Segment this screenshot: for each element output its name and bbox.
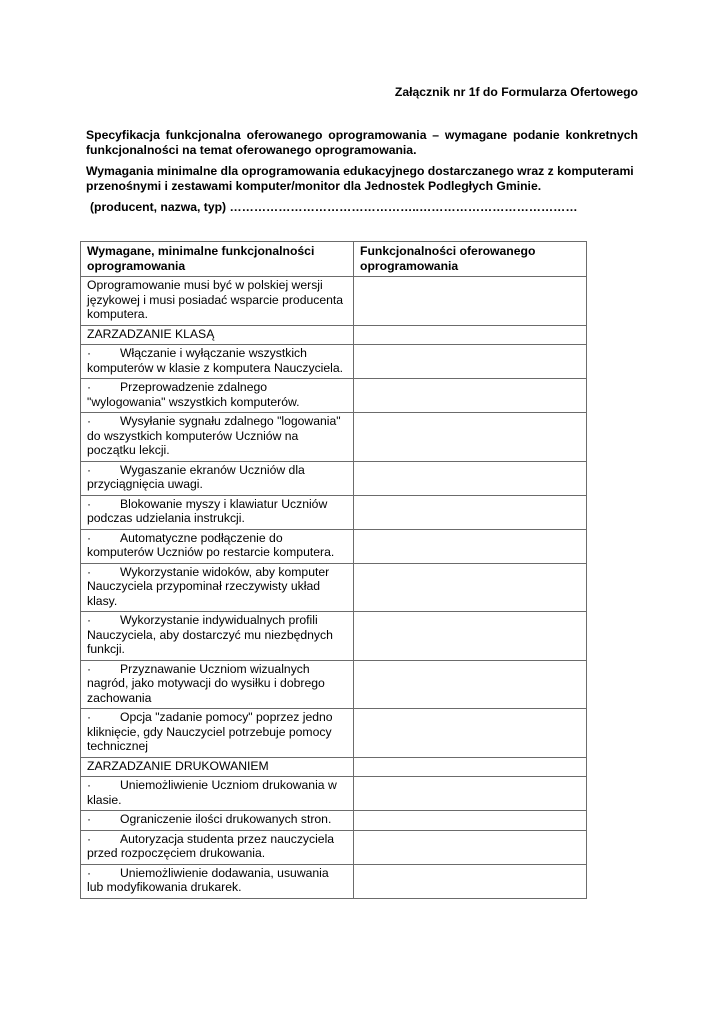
bullet-marker: · bbox=[87, 380, 92, 394]
bullet-marker: · bbox=[87, 865, 92, 880]
offered-functionality-cell[interactable] bbox=[354, 379, 587, 413]
requirement-text: Opcja "zadanie pomocy" poprzez jedno kliknięcie, gdy Nauczyciel potrzebuje pomocy technicznej bbox=[87, 710, 333, 753]
table-row bbox=[81, 495, 587, 529]
bullet-marker: · bbox=[87, 812, 92, 826]
bullet-marker: · bbox=[87, 778, 92, 792]
requirement-cell bbox=[81, 529, 354, 563]
annex-title: Załącznik nr 1f do Formularza Ofertowego bbox=[394, 85, 638, 99]
offered-functionality-cell[interactable] bbox=[354, 811, 587, 831]
requirement-cell bbox=[81, 495, 354, 529]
requirement-text: Blokowanie myszy i klawiatur Uczniów podczas udzielania instrukcji. bbox=[87, 496, 328, 525]
table-row bbox=[81, 709, 587, 758]
requirement-text: Ograniczenie ilości drukowanych stron. bbox=[120, 812, 332, 826]
requirement-text: Wykorzystanie widoków, aby komputer Nauczyciela przypominał rzeczywisty układ klasy. bbox=[87, 564, 330, 608]
offered-functionality-cell[interactable] bbox=[354, 345, 587, 379]
header-required-functions: Wymagane, minimalne funkcjonalności oprogramowania bbox=[81, 242, 354, 277]
table-row bbox=[81, 379, 587, 413]
requirement-cell bbox=[81, 811, 354, 831]
offered-functionality-cell[interactable] bbox=[354, 277, 587, 326]
table-row bbox=[81, 757, 587, 777]
offered-functionality-cell[interactable] bbox=[354, 529, 587, 563]
offered-functionality-cell[interactable] bbox=[354, 777, 587, 811]
table-row bbox=[81, 830, 587, 864]
requirement-text: Wysyłanie sygnału zdalnego "logowania" do wszystkich komputerów Uczniów na początku lekcji. bbox=[87, 414, 341, 457]
table-header-row bbox=[81, 242, 587, 277]
bullet-marker: · bbox=[87, 462, 92, 477]
bullet-marker: · bbox=[87, 710, 92, 724]
requirement-cell bbox=[81, 563, 354, 612]
offered-functionality-cell bbox=[354, 757, 587, 777]
requirement-cell bbox=[81, 379, 354, 413]
requirement-cell bbox=[81, 413, 354, 462]
requirement-text: Wygaszanie ekranów Uczniów dla przyciągnięcia uwagi. bbox=[87, 462, 305, 491]
table-body bbox=[81, 277, 587, 899]
requirement-text: ZARZADZANIE DRUKOWANIEM bbox=[87, 758, 269, 773]
bullet-marker: · bbox=[87, 831, 92, 846]
table-row bbox=[81, 864, 587, 898]
spec-heading: Specyfikacja funkcjonalna oferowanego oprogramowania – wymagane podanie konkretnych funkcjonalności na temat oferowanego oprogramowania. bbox=[86, 128, 638, 157]
requirements-heading: Wymagania minimalne dla oprogramowania edukacyjnego dostarczanego wraz z komputerami przenośnymi i zestawami komputer/monitor dla Jednostek Podległych Gminie. bbox=[86, 164, 634, 193]
table-row bbox=[81, 345, 587, 379]
requirement-text: ZARZADZANIE KLASĄ bbox=[87, 326, 215, 341]
requirement-cell bbox=[81, 830, 354, 864]
producer-line: (producent, nazwa, typ) ………………………………………..………………………………… bbox=[90, 200, 578, 214]
table-row bbox=[81, 811, 587, 831]
requirement-text: Przyznawanie Uczniom wizualnych nagród, jako motywacji do wysiłku i dobrego zachowania bbox=[87, 661, 325, 705]
offered-functionality-cell[interactable] bbox=[354, 709, 587, 758]
table-row bbox=[81, 563, 587, 612]
requirement-cell bbox=[81, 660, 354, 709]
offered-functionality-cell[interactable] bbox=[354, 413, 587, 462]
functionality-table bbox=[80, 241, 587, 899]
table-row bbox=[81, 660, 587, 709]
header-offered-functions: Funkcjonalności oferowanego oprogramowania bbox=[354, 242, 587, 277]
table-row bbox=[81, 277, 587, 326]
bullet-marker: · bbox=[87, 414, 92, 428]
offered-functionality-cell[interactable] bbox=[354, 612, 587, 661]
table-row bbox=[81, 413, 587, 462]
requirement-text: Uniemożliwienie Uczniom drukowania w klasie. bbox=[87, 778, 337, 807]
offered-functionality-cell[interactable] bbox=[354, 864, 587, 898]
table-row bbox=[81, 612, 587, 661]
offered-functionality-cell[interactable] bbox=[354, 563, 587, 612]
bullet-marker: · bbox=[87, 613, 92, 627]
section-heading-cell bbox=[81, 325, 354, 345]
bullet-marker: · bbox=[87, 661, 92, 676]
bullet-marker: · bbox=[87, 564, 92, 579]
requirement-cell bbox=[81, 612, 354, 661]
requirement-cell bbox=[81, 461, 354, 495]
requirement-text: Uniemożliwienie dodawania, usuwania lub modyfikowania drukarek. bbox=[87, 865, 329, 894]
bullet-marker: · bbox=[87, 530, 92, 545]
table-row bbox=[81, 529, 587, 563]
requirement-cell bbox=[81, 864, 354, 898]
offered-functionality-cell[interactable] bbox=[354, 461, 587, 495]
table-row bbox=[81, 325, 587, 345]
requirement-text: Włączanie i wyłączanie wszystkich komputerów w klasie z komputera Nauczyciela. bbox=[87, 346, 344, 375]
offered-functionality-cell[interactable] bbox=[354, 830, 587, 864]
bullet-marker: · bbox=[87, 346, 92, 360]
requirement-text: Automatyczne podłączenie do komputerów Uczniów po restarcie komputera. bbox=[87, 530, 335, 559]
table-row bbox=[81, 777, 587, 811]
requirement-text: Oprogramowanie musi być w polskiej wersji językowej i musi posiadać wsparcie producenta komputera. bbox=[87, 278, 344, 321]
bullet-marker: · bbox=[87, 496, 92, 511]
offered-functionality-cell[interactable] bbox=[354, 660, 587, 709]
section-heading-cell bbox=[81, 757, 354, 777]
offered-functionality-cell[interactable] bbox=[354, 495, 587, 529]
requirement-text: Przeprowadzenie zdalnego "wylogowania" wszystkich komputerów. bbox=[87, 380, 300, 409]
table-row bbox=[81, 461, 587, 495]
requirement-cell bbox=[81, 777, 354, 811]
requirement-cell bbox=[81, 277, 354, 326]
requirement-text: Autoryzacja studenta przez nauczyciela przed rozpoczęciem drukowania. bbox=[87, 831, 335, 860]
requirement-cell bbox=[81, 345, 354, 379]
requirement-text: Wykorzystanie indywidualnych profili Nauczyciela, aby dostarczyć mu niezbędnych funkcji. bbox=[87, 613, 333, 656]
offered-functionality-cell bbox=[354, 325, 587, 345]
requirement-cell bbox=[81, 709, 354, 758]
